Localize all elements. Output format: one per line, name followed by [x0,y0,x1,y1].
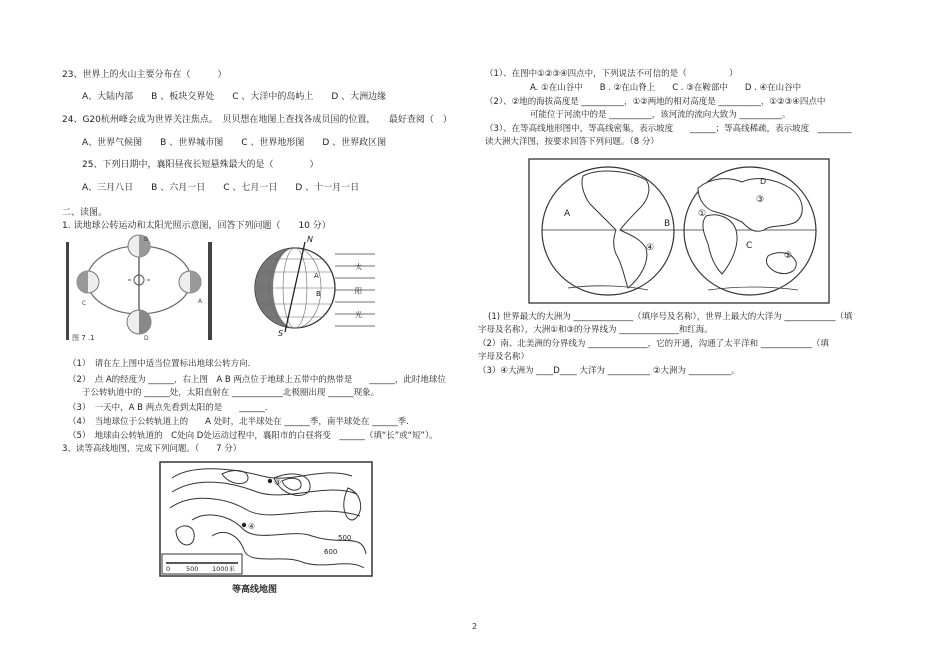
scale-bar [162,554,242,574]
sub-question-2a: （2） 点 A的经度为 ______，右上图 A B 两点位于地球上五带中的热带是 ______，此时地球位 [68,375,446,385]
question-23: 23、世界上的火山主要分布在（ ） [62,70,227,80]
svg-text:0: 0 [166,565,171,573]
earth-left [77,271,99,293]
north-pole-label: N [307,235,313,244]
sub-question-3: （3） 一天中，A B 两点先看到太阳的是 ______. [68,403,268,413]
contour-question-2a: （2）、②地的海拔高度是 __________，①②两地的相对高度是 __________，①②③④四点中 [485,97,826,107]
map-question-3: （3）④大洲为 ____D____ 大洋为 __________ ②大洲为 __________。 [478,366,740,376]
map-question-1a: (1) 世界最大的大洲为 ______________（填序号及名称），世界上最大的大洋为 ____________（填 [488,312,853,322]
reading-question-3: 3、读等高线地图，完成下列问题。（ 7 分） [62,444,242,454]
orbit-label-c: C [82,300,87,307]
question-25: 25、下列日期中，襄阳昼夜长短悬殊最大的是（ ） [82,160,319,170]
world-map-instructions: 读大洲大洋图，按要求回答下列问题。（8 分） [485,137,659,147]
question-24: 24、G20杭州峰会成为世界关注焦点。 贝贝想在地图上查找各成员国的位置， 最好查阅（ ） [62,115,452,125]
map-label-continent-3: ③ [756,195,765,205]
contour-question-2b: 可能位于河流中的是 __________，该河流的流向大致为 __________。 [530,110,791,120]
contour-value-500: 500 [338,534,352,542]
map-label-continent-1: ① [698,209,707,219]
point-b-label: B [316,290,321,298]
contour-question-1: （1）、在图中①②③④四点中，下列说法不可信的是（ ） [485,69,738,79]
question-23-options: A、大陆内部 B 、板块交界处 C 、大洋中的岛屿上 D 、大洲边缘 [82,92,387,102]
contour-map [152,458,380,598]
world-continents-map [528,158,830,304]
map-label-c: C [746,241,753,251]
orbit-label-a: A [198,298,203,305]
orbit-figure [64,232,214,344]
page-number: 2 [472,622,478,631]
contour-question-1-options: A. ①在山谷中 B . ②在山脊上 C . ③在鞍部中 D . ④在山谷中 [530,83,802,93]
svg-text:③: ③ [274,478,282,487]
figure-caption: 图 7 .1 [72,334,95,342]
question-25-options: A、三月八日 B 、六月一日 C 、七月一日 D 、十一月一日 [82,183,360,193]
section-heading-reading: 二、读图。 [62,208,108,218]
earth-bottom [127,310,151,334]
map-label-a: A [564,209,571,219]
contour-map-caption: 等高线地图 [232,585,278,595]
sub-question-4: （4） 当地球位于公转轨道上的 A 处时，北半球处在 ______季，南半球处在 ______季. [68,417,409,427]
point-a-label: A [314,272,319,280]
sunlight-globe-figure [250,232,380,340]
sub-question-1: （1） 请在左上图中适当位置标出地球公转方向. [68,359,251,369]
svg-text:500: 500 [186,565,199,573]
sub-question-5: （5） 地球由公转轨道的 C处向 D处运动过程中，襄阳市的白昼将变 ______（填“长”或“短”）。 [68,431,438,441]
map-label-continent-2: ② [784,251,793,261]
map-question-2b: 字母及名称） [478,352,530,362]
svg-text:1000米: 1000米 [212,565,236,573]
map-label-d: D [760,177,767,186]
orbit-label-b: B [144,236,149,243]
orbit-label-d: D [144,335,149,342]
map-label-b: B [664,219,671,229]
svg-text:④: ④ [248,522,256,531]
sunlight-label-guang: 光 [355,311,362,319]
south-pole-label: S [278,329,284,338]
question-24-options: A、世界气候图 B 、世界城市图 C 、世界地形图 D 、世界政区图 [82,138,387,148]
reading-question-1: 1. 读地球公转运动和太阳光照示意图，回答下列问题（ 10 分） [62,221,331,231]
contour-question-3a: （3）、在等高线地形图中，等高线密集，表示坡度 ______；等高线稀疏，表示坡度 ________ [485,124,852,134]
map-question-1b: 字母及名称），大洲①和③的分界线为 ______________和红海。 [478,325,713,335]
sunlight-label-tai: 太 [355,263,362,271]
map-label-continent-4: ④ [646,243,655,253]
earth-right [179,271,201,293]
contour-value-600: 600 [324,548,338,556]
sub-question-2b: 于公转轨道中的 ______处，太阳直射在 ____________北极圈出现 ______现象。 [82,388,380,398]
map-question-2a: （2）南、北美洲的分界线为 ______________，它的开通，沟通了太平洋和 ____________（填 [478,339,829,349]
sunlight-label-yang: 阳 [355,287,362,295]
